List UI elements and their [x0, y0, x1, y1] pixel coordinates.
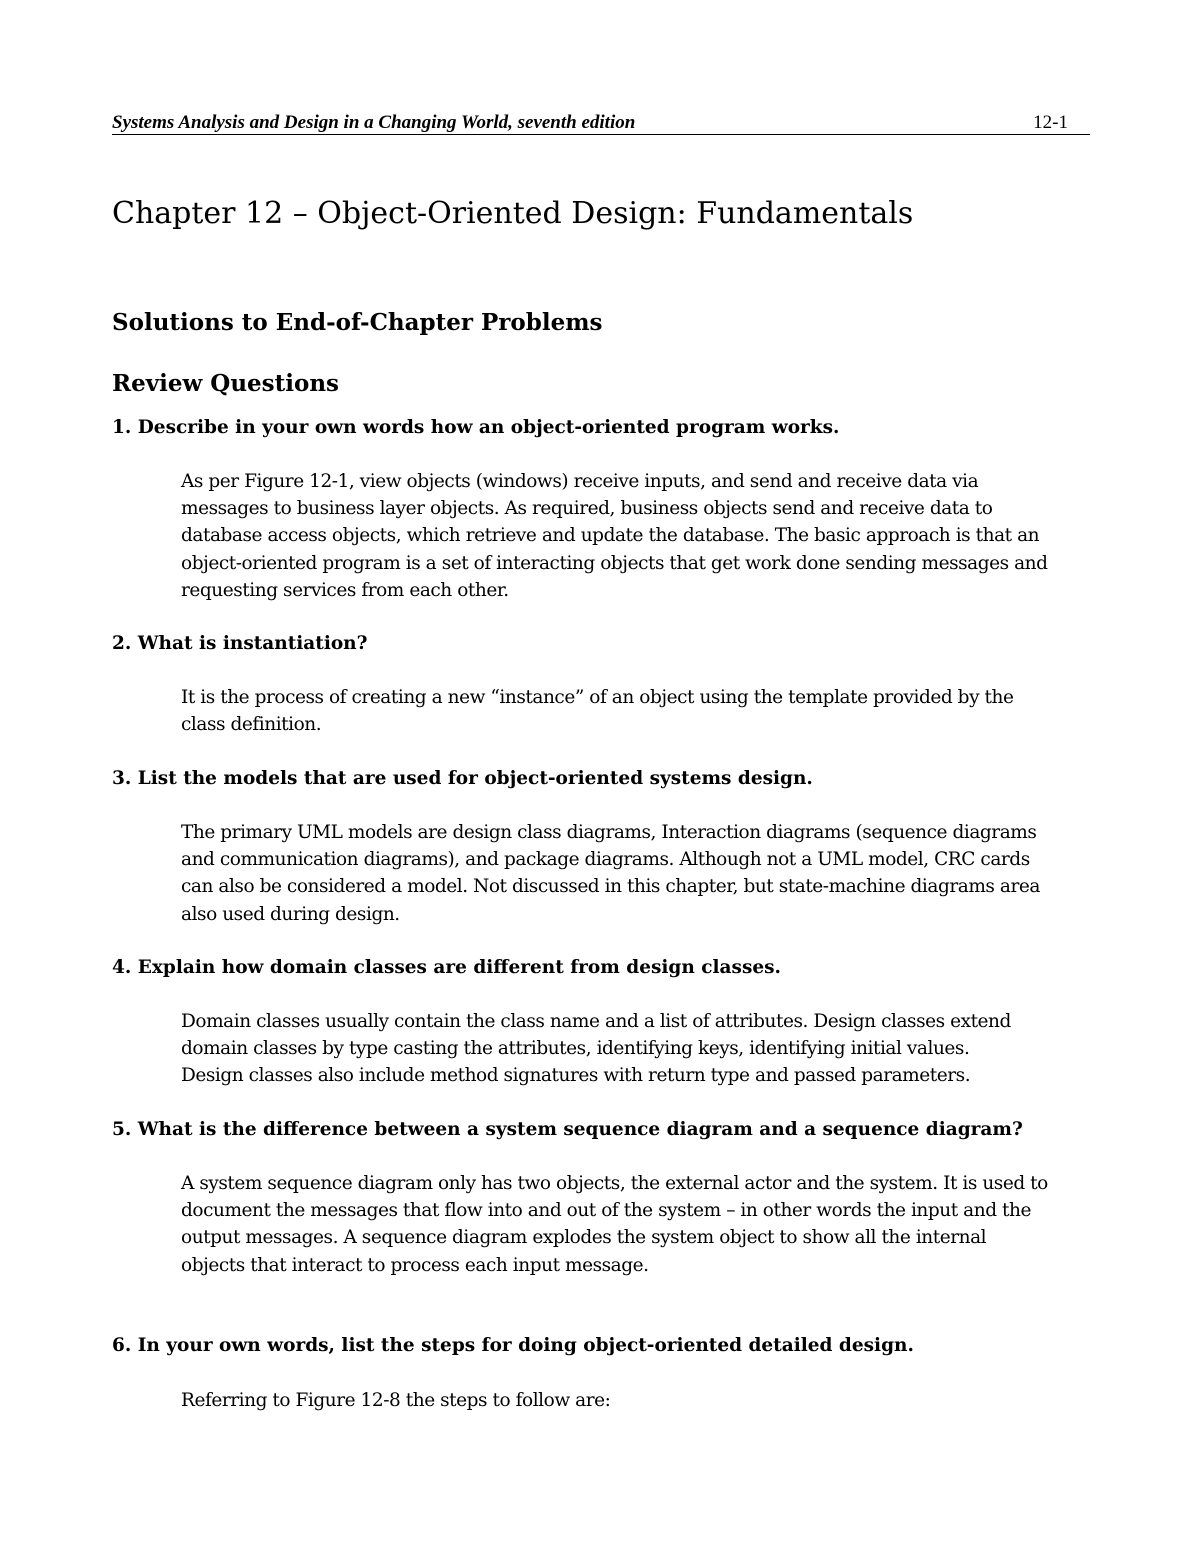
review-questions-heading: Review Questions [112, 370, 340, 397]
answer-line: can also be considered a model. Not discussed in this chapter, but state-machine diagrams area [181, 876, 1040, 898]
answer-line: requesting services from each other. [181, 579, 509, 601]
answer-3 [181, 819, 1096, 928]
answer-line: database access objects, which retrieve and update the database. The basic approach is that an [181, 525, 1040, 547]
page-number: 12-1 [1033, 112, 1068, 133]
answer-6 [181, 1387, 1096, 1414]
answer-1 [181, 468, 1096, 604]
answer-line: also used during design. [181, 903, 400, 925]
answer-line: Referring to Figure 12-8 the steps to follow are: [181, 1390, 611, 1411]
answer-line: document the messages that flow into and out of the system – in other words the input and the [181, 1200, 1031, 1222]
question-2: 2. What is instantiation? [112, 633, 368, 654]
answer-line: objects that interact to process each input message. [181, 1254, 649, 1276]
answer-line: class definition. [181, 714, 322, 736]
answer-line: A system sequence diagram only has two objects, the external actor and the system. It is used to [181, 1173, 1048, 1194]
book-title: Systems Analysis and Design in a Changing World, seventh edition [112, 112, 636, 133]
answer-5 [181, 1170, 1096, 1279]
question-3: 3. List the models that are used for object-oriented systems design. [112, 768, 813, 789]
running-header [112, 112, 1090, 135]
answer-line: object-oriented program is a set of interacting objects that get work done sending messages and [181, 552, 1048, 574]
answer-line: The primary UML models are design class diagrams, Interaction diagrams (sequence diagrams [181, 822, 1037, 843]
answer-line: Domain classes usually contain the class name and a list of attributes. Design classes extend [181, 1011, 1011, 1032]
question-1: 1. Describe in your own words how an object-oriented program works. [112, 417, 840, 438]
answer-line: domain classes by type casting the attributes, identifying keys, identifying initial values. [181, 1038, 970, 1060]
answer-line: Design classes also include method signatures with return type and passed parameters. [181, 1065, 971, 1087]
chapter-title: Chapter 12 – Object-Oriented Design: Fundamentals [112, 196, 914, 231]
answer-4 [181, 1008, 1096, 1090]
answer-line: It is the process of creating a new “instance” of an object using the template provided by the [181, 687, 1014, 708]
solutions-heading: Solutions to End-of-Chapter Problems [112, 309, 603, 336]
answer-line: output messages. A sequence diagram explodes the system object to show all the internal [181, 1227, 987, 1249]
question-6: 6. In your own words, list the steps for doing object-oriented detailed design. [112, 1335, 914, 1356]
question-4: 4. Explain how domain classes are different from design classes. [112, 957, 781, 978]
answer-line: messages to business layer objects. As required, business objects send and receive data to [181, 498, 993, 520]
answer-line: As per Figure 12-1, view objects (windows) receive inputs, and send and receive data via [181, 471, 979, 492]
answer-2 [181, 684, 1096, 738]
question-5: 5. What is the difference between a system sequence diagram and a sequence diagram? [112, 1119, 1023, 1140]
answer-line: and communication diagrams), and package diagrams. Although not a UML model, CRC cards [181, 849, 1030, 871]
